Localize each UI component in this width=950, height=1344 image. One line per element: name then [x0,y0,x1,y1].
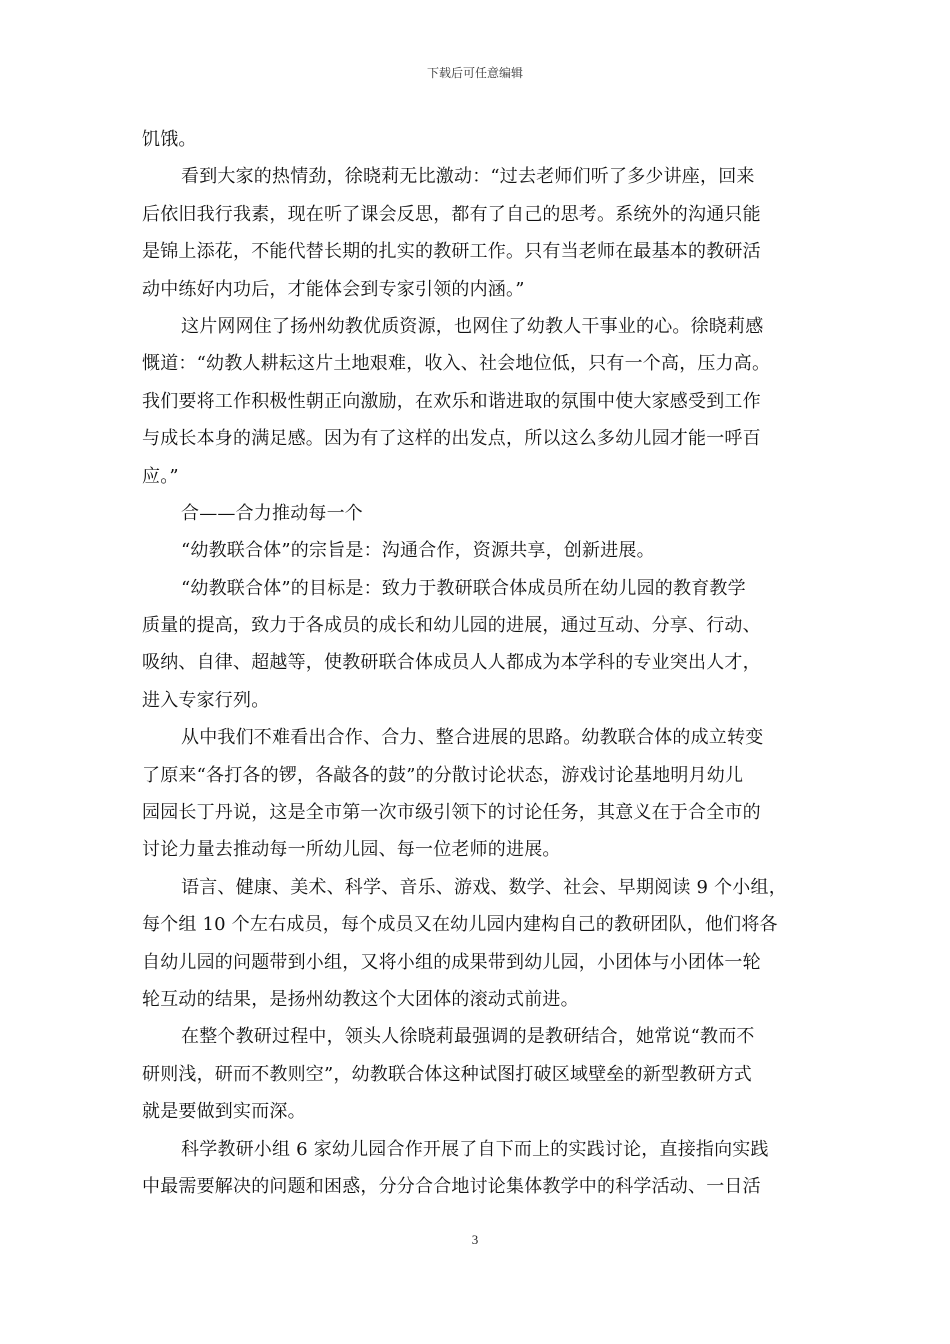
document-body [142,121,814,1205]
text-line: 饥饿。 [142,129,197,150]
paragraph-start-line: 从中我们不难看出合作、合力、整合进展的思路。幼教联合体的成立转变 [181,727,764,749]
section-heading: 合——合力推动每一个 [181,502,363,524]
text-line: 质量的提高，致力于各成员的成长和幼儿园的进展，通过互动、分享、行动、 [142,615,761,637]
text-line: 中最需要解决的问题和困惑，分分合合地讨论集体教学中的科学活动、一日活 [142,1175,761,1197]
text-line: 动中练好内功后，才能体会到专家引领的内涵。” [142,278,525,300]
text-line: 与成长本身的满足感。因为有了这样的出发点，所以这么多幼儿园才能一呼百 [142,428,761,450]
text-line: 我们要将工作积极性朝正向激励，在欢乐和谐进取的氛围中使大家感受到工作 [142,390,761,412]
text-line: 进入专家行列。 [142,689,270,711]
text-line: 研则浅，研而不教则空”，幼教联合体这种试图打破区域壁垒的新型教研方式 [142,1063,752,1085]
paragraph-start-line: 这片网网住了扬州幼教优质资源，也网住了幼教人干事业的心。徐晓莉感 [181,315,764,337]
text-line: 讨论力量去推动每一所幼儿园、每一位老师的进展。 [142,839,561,861]
text-line: 后依旧我行我素，现在听了课会反思，都有了自己的思考。系统外的沟通只能 [142,203,761,225]
text-line: 就是要做到实而深。 [142,1101,306,1123]
text-line: 园园长丁丹说，这是全市第一次市级引领下的讨论任务，其意义在于合全市的 [142,802,761,824]
text-line: 是锦上添花，不能代替长期的扎实的教研工作。只有当老师在最基本的教研活 [142,241,761,263]
paragraph-start-line: 语言、健康、美术、科学、音乐、游戏、数学、社会、早期阅读 9 个小组， [181,876,787,898]
text-line: 轮互动的结果，是扬州幼教这个大团体的滚动式前进。 [142,988,579,1010]
text-line: 慨道：“幼教人耕耘这片土地艰难，收入、社会地位低，只有一个高，压力高。 [142,353,771,375]
text-line: 了原来“各打各的锣，各敲各的鼓”的分散讨论状态，游戏讨论基地明月幼儿 [142,764,744,786]
text-line: 自幼儿园的问题带到小组，又将小组的成果带到幼儿园，小团体与小团体一轮 [142,951,761,973]
paragraph-start-line: 在整个教研过程中，领头人徐晓莉最强调的是教研结合，她常说“教而不 [181,1026,755,1048]
text-line: 吸纳、自律、超越等，使教研联合体成员人人都成为本学科的专业突出人才， [142,652,761,674]
paragraph-start-line: “幼教联合体”的目标是：致力于教研联合体成员所在幼儿园的教育教学 [181,577,746,599]
text-line: 应。” [142,465,179,487]
page-number: 3 [471,1232,479,1247]
paragraph-start-line: 看到大家的热情劲，徐晓莉无比激动：“过去老师们听了多少讲座，回来 [181,166,755,188]
page-header: 下载后可任意编辑 [426,66,523,80]
paragraph-start-line: “幼教联合体”的宗旨是：沟通合作，资源共享，创新进展。 [181,540,655,562]
text-line: 每个组 10 个左右成员，每个成员又在幼儿园内建构自己的教研团队，他们将各 [142,914,778,936]
paragraph-start-line: 科学教研小组 6 家幼儿园合作开展了自下而上的实践讨论，直接指向实践 [181,1138,769,1160]
